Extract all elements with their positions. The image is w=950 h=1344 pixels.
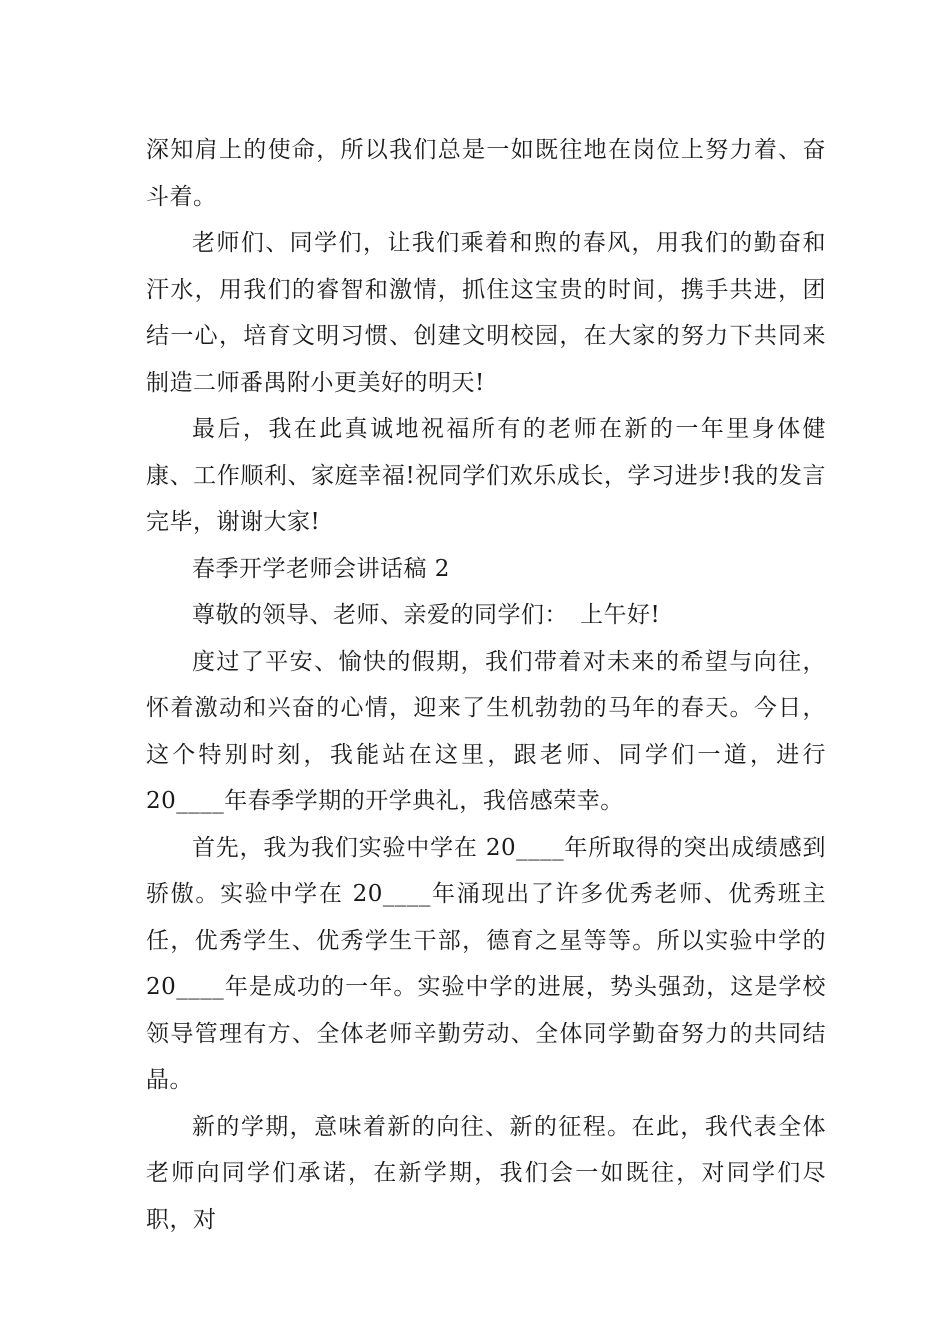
paragraph-4: 度过了平安、愉快的假期，我们带着对未来的希望与向往，怀着激动和兴奋的心情，迎来了生机勃勃的马年的春天。今日，这个特别时刻，我能站在这里，跟老师、同学们一道，进行 20____年春季学期的开学典礼，我倍感荣幸。	[146, 648, 826, 814]
paragraph-3: 最后，我在此真诚地祝福所有的老师在新的一年里身体健康、工作顺利、家庭幸福!祝同学们欢乐成长，学习进步!我的发言完毕，谢谢大家!	[146, 416, 826, 535]
paragraph-5: 首先，我为我们实验中学在 20____年所取得的突出成绩感到骄傲。实验中学在 20____年涌现出了许多优秀老师、优秀班主任，优秀学生、优秀学生干部，德育之星等等。所以实验中学的 20____年是成功的一年。实验中学的进展，势头强劲，这是学校领导管理有方、全体老师辛勤劳动、全体同学勤奋努力的共同结晶。	[146, 834, 826, 1093]
paragraph-6: 新的学期，意味着新的向往、新的征程。在此，我代表全体老师向同学们承诺，在新学期，我们会一如既往，对同学们尽职，对	[146, 1113, 826, 1233]
section-heading: 春季开学老师会讲话稿 2	[192, 555, 450, 582]
greeting: 尊敬的领导、老师、亲爱的同学们： 上午好!	[192, 602, 661, 628]
paragraph-2: 老师们、同学们，让我们乘着和煦的春风，用我们的勤奋和汗水，用我们的睿智和激情，抓住这宝贵的时间，携手共进，团结一心，培育文明习惯、创建文明校园，在大家的努力下共同来制造二师番禺附小更美好的明天!	[146, 230, 826, 396]
document-body	[146, 127, 826, 1243]
paragraph-1: 深知肩上的使命，所以我们总是一如既往地在岗位上努力着、奋斗着。	[146, 137, 826, 210]
